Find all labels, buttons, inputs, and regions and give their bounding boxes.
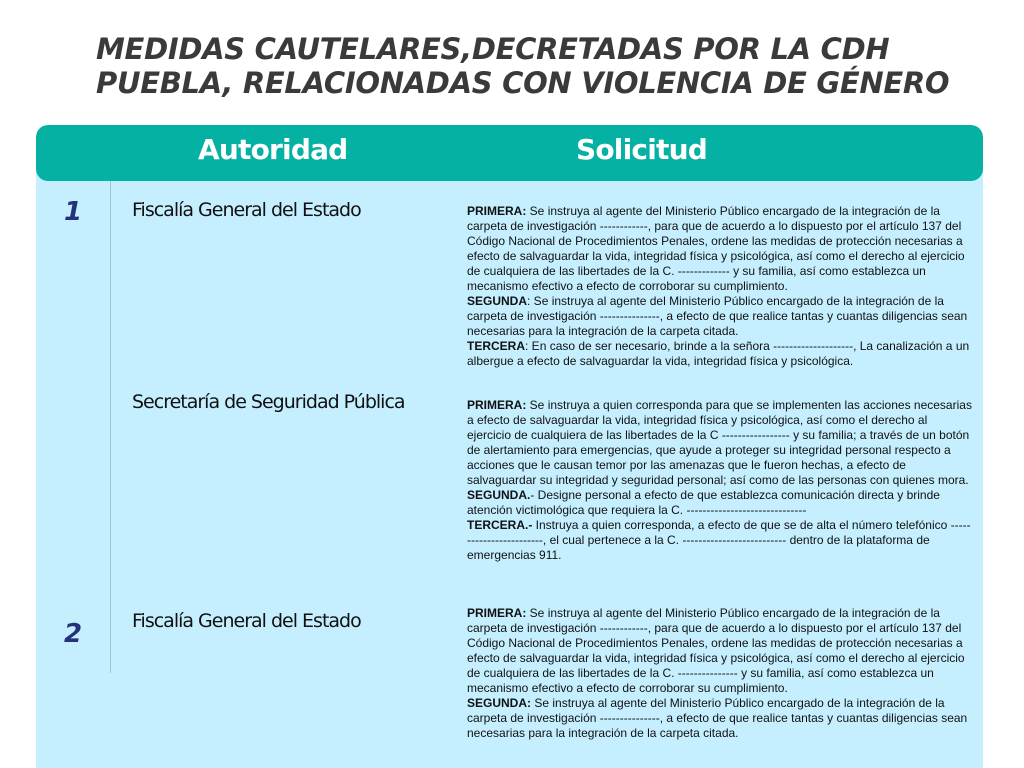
request-3 [467,606,973,741]
request-2-item-3: TERCERA.- Instruya a quien corresponda, a efecto de que se de alta el número telefónico ------------------------, el cual pertenece a la C. -------------------------- dentro de la plataforma de emergencias 911. [467,518,971,562]
request-2-item-2: SEGUNDA.- Designe personal a efecto de que establezca comunicación directa y brinde atención victimológica que requiera la C. ------------------------------ [467,488,940,517]
authority-3: Fiscalía General del Estado [132,610,361,632]
request-2-item-1: PRIMERA: Se instruya a quien corresponda para que se implementen las acciones necesarias a efecto de salvaguardar la vida, integridad física y psicológica, así como el derecho al ejercicio de cualquiera de las libertades de la C ----------------- y su familia; a través de un botón de alertamiento para emergencias, que ayude a proteger su integridad personal respecto a acciones que le causan temor por las amenazas que le fueron hechas, a efecto de salvaguardar su integridad y seguridad personal; así como de las personas con quienes mora. [467,398,972,487]
request-1-item-1: PRIMERA: Se instruya al agente del Ministerio Público encargado de la integración de la carpeta de investigación ------------, para que de acuerdo a lo dispuesto por el artículo 137 del Código Nacional de Procedimientos Penales, ordene las medidas de protección necesarias a efecto de salvaguardar la vida, integridad física y psicológica, así como el derecho al ejercicio de cualquiera de las libertades de la C. ------------- y su familia, así como establezca un mecanismo efectivo a efecto de corroborar su cumplimiento. [467,204,965,293]
request-1-item-3: TERCERA: En caso de ser necesario, brinde a la señora --------------------, La canalización a un albergue a efecto de salvaguardar la vida, integridad física y psicológica. [467,339,970,368]
row-number-1: 1 [64,197,83,227]
page-title-line-1: MEDIDAS CAUTELARES,DECRETADAS POR LA CDH [96,32,890,66]
request-1-item-2: SEGUNDA: Se instruya al agente del Ministerio Público encargado de la integración de la carpeta de investigación ---------------, a efecto de que realice tantas y cuantas diligencias sean necesarias para la integración de la carpeta citada. [467,294,968,338]
page-title-line-2: PUEBLA, RELACIONADAS CON VIOLENCIA DE GÉNERO [96,66,950,100]
header-authority: Autoridad [198,133,348,166]
request-1 [467,204,973,369]
request-2 [467,398,973,563]
authority-1: Fiscalía General del Estado [132,199,361,221]
authority-2: Secretaría de Seguridad Pública [132,391,405,413]
row-number-2: 2 [64,619,83,649]
page-title [96,32,996,100]
measures-table [36,125,983,768]
request-3-item-2: SEGUNDA: Se instruya al agente del Ministerio Público encargado de la integración de la carpeta de investigación ---------------, a efecto de que realice tantas y cuantas diligencias sean necesarias para la integración de la carpeta citada. [467,696,968,740]
header-request: Solicitud [576,133,707,166]
table-header [36,125,983,181]
request-3-item-1: PRIMERA: Se instruya al agente del Ministerio Público encargado de la integración de la carpeta de investigación ------------, para que de acuerdo a lo dispuesto por el artículo 137 del Código Nacional de Procedimientos Penales, ordene las medidas de protección necesarias a efecto de salvaguardar la vida, integridad física y psicológica, así como el derecho al ejercicio de cualquiera de las libertades de la C. --------------- y su familia, así como establezca un mecanismo efectivo a efecto de corroborar su cumplimiento. [467,606,965,695]
column-divider [110,181,111,673]
